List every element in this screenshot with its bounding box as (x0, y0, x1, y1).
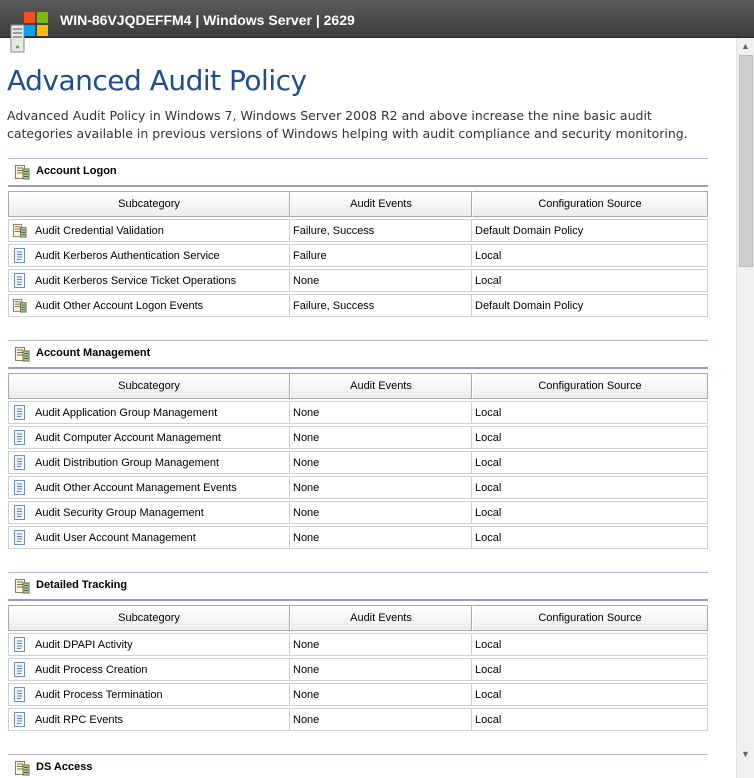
subcategory-name: Audit Process Creation (35, 663, 148, 676)
section-underline (8, 367, 708, 369)
local-policy-icon (12, 273, 27, 288)
subcategory-cell (8, 526, 290, 549)
column-header-configuration-source: Configuration Source (472, 191, 708, 217)
subcategory-name: Audit User Account Management (35, 531, 196, 544)
subcategory-cell (8, 708, 290, 731)
configuration-source-cell: Local (472, 451, 708, 474)
column-header-subcategory: Subcategory (8, 605, 290, 631)
subcategory-name: Audit Distribution Group Management (35, 456, 220, 469)
audit-events-cell: None (290, 426, 472, 449)
column-header-subcategory: Subcategory (8, 191, 290, 217)
local-policy-icon (12, 662, 27, 677)
subcategory-cell (8, 219, 290, 242)
scroll-thumb[interactable] (739, 55, 753, 267)
audit-events-cell: None (290, 658, 472, 681)
local-policy-icon (12, 505, 27, 520)
vertical-scrollbar[interactable] (736, 38, 754, 778)
table-row (8, 219, 708, 242)
column-header-configuration-source: Configuration Source (472, 605, 708, 631)
local-policy-icon (12, 530, 27, 545)
configuration-source-cell: Local (472, 401, 708, 424)
configuration-source-cell: Local (472, 269, 708, 292)
subcategory-name: Audit Other Account Management Events (35, 481, 237, 494)
window-title: WIN-86VJQDEFFM4 | Windows Server | 2629 (60, 12, 355, 28)
gpo-icon (14, 346, 30, 362)
subcategory-name: Audit Security Group Management (35, 506, 204, 519)
subcategory-cell (8, 451, 290, 474)
subcategory-name: Audit RPC Events (35, 713, 124, 726)
table-row (8, 294, 708, 317)
section-title: Account Logon (36, 165, 117, 177)
configuration-source-cell: Local (472, 633, 708, 656)
gpo-icon (14, 760, 30, 776)
column-header-configuration-source: Configuration Source (472, 373, 708, 399)
subcategory-cell (8, 501, 290, 524)
table-row (8, 658, 708, 681)
column-header-audit-events: Audit Events (290, 373, 472, 399)
table-row (8, 426, 708, 449)
section-title: Account Management (36, 347, 151, 359)
subcategory-name: Audit Application Group Management (35, 406, 218, 419)
gpo-icon (14, 578, 30, 594)
subcategory-cell (8, 658, 290, 681)
section-divider (8, 158, 708, 159)
audit-events-cell: None (290, 683, 472, 706)
title-bar (0, 0, 754, 38)
subcategory-cell (8, 476, 290, 499)
subcategory-cell (8, 244, 290, 267)
section-underline (8, 185, 708, 187)
local-policy-icon (12, 637, 27, 652)
table-row (8, 476, 708, 499)
local-policy-icon (12, 480, 27, 495)
configuration-source-cell: Local (472, 501, 708, 524)
page-intro: Advanced Audit Policy in Windows 7, Windows Server 2008 R2 and above increase the nine basic audit categories available in previous versions of Windows helping with audit compliance and security monitoring. (7, 108, 688, 141)
local-policy-icon (12, 687, 27, 702)
section-divider (8, 754, 708, 755)
subcategory-name: Audit Computer Account Management (35, 431, 221, 444)
gpo-icon (14, 164, 30, 180)
subcategory-cell (8, 269, 290, 292)
audit-events-cell: Failure, Success (290, 219, 472, 242)
configuration-source-cell: Default Domain Policy (472, 294, 708, 317)
column-header-subcategory: Subcategory (8, 373, 290, 399)
table-row (8, 451, 708, 474)
configuration-source-cell: Local (472, 658, 708, 681)
section-title: Detailed Tracking (36, 579, 128, 591)
table-header-row (8, 191, 708, 217)
gpo-icon (12, 298, 27, 313)
subcategory-cell (8, 683, 290, 706)
column-header-audit-events: Audit Events (290, 605, 472, 631)
table-row (8, 401, 708, 424)
configuration-source-cell: Local (472, 426, 708, 449)
subcategory-cell (8, 401, 290, 424)
subcategory-name: Audit Credential Validation (35, 224, 164, 237)
configuration-source-cell: Local (472, 708, 708, 731)
table-header-row (8, 605, 708, 631)
section-title: DS Access (36, 761, 93, 773)
scroll-up-arrow-icon[interactable]: ▲ (741, 41, 750, 51)
subcategory-name: Audit Kerberos Service Ticket Operations (35, 274, 237, 287)
column-header-audit-events: Audit Events (290, 191, 472, 217)
audit-events-cell: None (290, 269, 472, 292)
audit-events-cell: None (290, 501, 472, 524)
subcategory-name: Audit Process Termination (35, 688, 163, 701)
configuration-source-cell: Local (472, 683, 708, 706)
audit-events-cell: None (290, 451, 472, 474)
audit-events-cell: None (290, 708, 472, 731)
subcategory-cell (8, 633, 290, 656)
table-row (8, 501, 708, 524)
audit-table (8, 189, 708, 319)
table-row (8, 244, 708, 267)
subcategory-cell (8, 426, 290, 449)
local-policy-icon (12, 455, 27, 470)
local-policy-icon (12, 248, 27, 263)
scroll-down-arrow-icon[interactable]: ▼ (741, 749, 750, 759)
section-underline (8, 599, 708, 601)
table-row (8, 633, 708, 656)
audit-events-cell: None (290, 401, 472, 424)
section-divider (8, 340, 708, 341)
audit-table (8, 371, 708, 551)
table-row (8, 526, 708, 549)
audit-events-cell: Failure (290, 244, 472, 267)
local-policy-icon (12, 430, 27, 445)
audit-events-cell: None (290, 476, 472, 499)
windows-server-icon (8, 10, 52, 54)
configuration-source-cell: Local (472, 526, 708, 549)
audit-table (8, 603, 708, 733)
local-policy-icon (12, 405, 27, 420)
section-divider (8, 572, 708, 573)
local-policy-icon (12, 712, 27, 727)
table-header-row (8, 373, 708, 399)
audit-events-cell: None (290, 526, 472, 549)
audit-events-cell: Failure, Success (290, 294, 472, 317)
subcategory-name: Audit DPAPI Activity (35, 638, 133, 651)
gpo-icon (12, 223, 27, 238)
subcategory-name: Audit Other Account Logon Events (35, 299, 204, 312)
table-row (8, 708, 708, 731)
table-row (8, 269, 708, 292)
configuration-source-cell: Default Domain Policy (472, 219, 708, 242)
page-title: Advanced Audit Policy (7, 64, 307, 97)
report-content (0, 38, 736, 778)
subcategory-name: Audit Kerberos Authentication Service (35, 249, 220, 262)
subcategory-cell (8, 294, 290, 317)
configuration-source-cell: Local (472, 476, 708, 499)
audit-events-cell: None (290, 633, 472, 656)
configuration-source-cell: Local (472, 244, 708, 267)
table-row (8, 683, 708, 706)
